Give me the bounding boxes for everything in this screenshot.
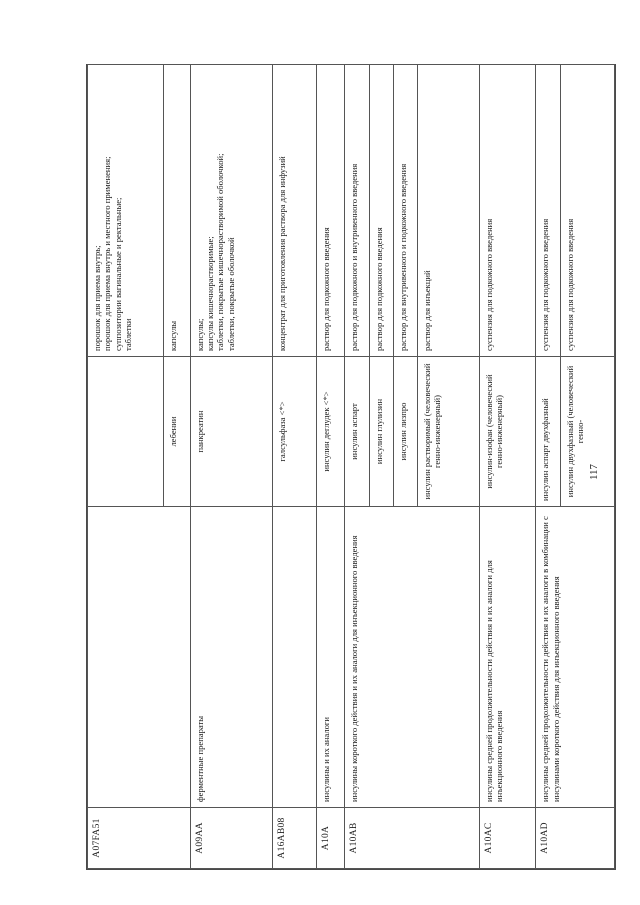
dosage-form: порошок для приема внутрь и местного применения;: [102, 156, 113, 351]
code-cell: A07FA51: [88, 808, 191, 869]
dosage-forms-cell: раствор для внутривенного и подкожного введения: [393, 65, 417, 357]
drug-name-cell: инсулин двухфазный (человеческий генно-: [560, 357, 614, 507]
dosage-forms-cell: раствор для инъекций: [417, 65, 479, 357]
dosage-forms-cell: суспензия для подкожного введения: [480, 65, 536, 357]
dosage-form: таблетки: [122, 318, 133, 351]
group-cell: инсулины средней продолжительности действия и их аналоги в комбинации с инсулинами короткого действия для инъекционного введения: [536, 507, 615, 808]
dosage-form: капсулы кишечнорастворимые;: [204, 236, 215, 351]
drug-name-cell: панкреатин: [190, 357, 272, 507]
dosage-form: таблетки, покрытые оболочкой: [225, 237, 236, 351]
dosage-forms-cell: [190, 65, 272, 357]
drug-name-cell: инсулин лизпро: [393, 357, 417, 507]
table-row: [480, 65, 536, 869]
drug-name-cell: инсулин растворимый (человеческий генно-инженерный): [417, 357, 479, 507]
page-number: 117: [588, 463, 600, 481]
drug-name-cell: галсульфаза <*>: [273, 357, 317, 507]
code-cell: A10AB: [345, 808, 480, 869]
rotated-table-container: [87, 65, 615, 869]
group-cell: инсулины средней продолжительности действия и их аналоги для инъекционного введения: [480, 507, 536, 808]
group-cell: инсулины короткого действия и их аналоги для инъекционного введения: [345, 507, 480, 808]
drug-name-cell: инсулин деглудек <*>: [317, 357, 345, 507]
group-cell: инсулины и их аналоги: [317, 507, 345, 808]
table-row: [317, 65, 345, 869]
dosage-forms-cell: [88, 65, 164, 357]
drug-name-cell: лебении: [164, 357, 190, 507]
code-cell: A10AC: [480, 808, 536, 869]
code-cell: A10A: [317, 808, 345, 869]
drug-name-cell: инсулин аспарт двухфазный: [536, 357, 560, 507]
dosage-forms-cell: раствор для подкожного и внутривенного введения: [345, 65, 369, 357]
table-row: [88, 65, 164, 869]
group-cell: [88, 507, 191, 808]
code-cell: A10AD: [536, 808, 615, 869]
dosage-forms-cell: суспензия для подкожного введения: [560, 65, 614, 357]
dosage-forms-cell: концентрат для приготовления раствора для инфузий: [273, 65, 317, 357]
dosage-form: суппозитории вагинальные и ректальные;: [112, 197, 123, 351]
code-cell: A09AA: [190, 808, 272, 869]
drug-name-cell: инсулин аспарт: [345, 357, 369, 507]
drug-name-cell: [88, 357, 164, 507]
dosage-forms-cell: раствор для подкожного введения: [317, 65, 345, 357]
table-row: [345, 65, 369, 869]
dosage-form: порошок для приема внутрь;: [92, 245, 102, 351]
group-cell: ферментные препараты: [190, 507, 272, 808]
code-cell: A16AB08: [273, 808, 317, 869]
dosage-form: таблетки, покрытые кишечнорастворимой оболочкой;: [215, 153, 226, 351]
dosage-forms-cell: раствор для подкожного введения: [369, 65, 393, 357]
group-cell: [273, 507, 317, 808]
dosage-form: капсулы;: [194, 318, 205, 351]
drug-name-cell: инсулин глулизин: [369, 357, 393, 507]
table-row: [273, 65, 317, 869]
dosage-forms-cell: капсулы: [164, 65, 190, 357]
drug-table: [87, 64, 615, 869]
dosage-forms-cell: суспензия для подкожного введения: [536, 65, 560, 357]
table-row: [536, 65, 560, 869]
drug-name-cell: инсулин-изофан (человеческий генно-инженерный): [480, 357, 536, 507]
table-row: [190, 65, 272, 869]
